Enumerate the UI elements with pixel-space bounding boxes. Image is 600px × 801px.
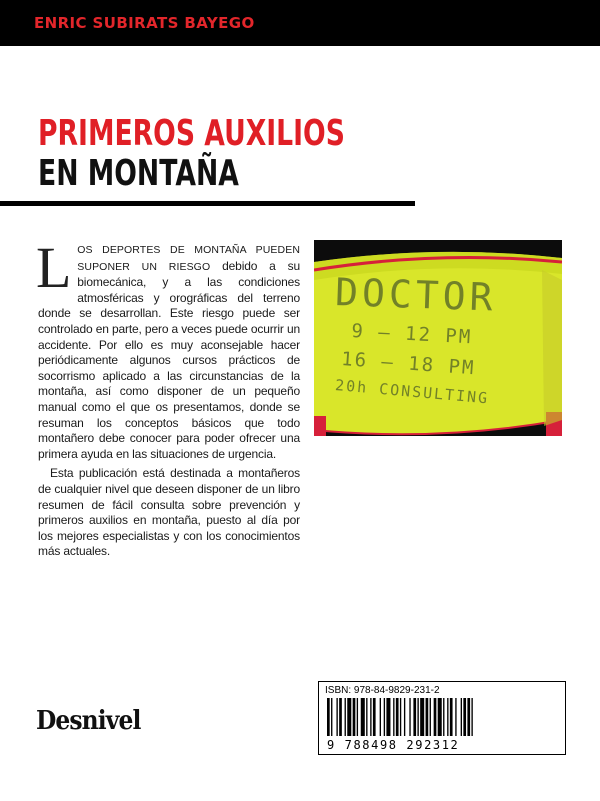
title-divider (0, 201, 415, 206)
sign-title: DOCTOR (334, 270, 498, 320)
back-cover-description (36, 235, 301, 560)
sign-hours-3: 20h CONSULTING (334, 376, 490, 408)
description-paragraph-2: Esta publicación está destinada a montañeros de cualquier nivel que deseen disponer de un libro resumen de fácil consulta sobre prevención y primeros auxilios en montaña, puesto al día por los mejores especialistas y con los conocimientos más actuales. (38, 466, 300, 559)
barcode-digits: 9 788498 292312 (327, 738, 460, 752)
author-banner (0, 0, 600, 46)
description-lead-smallcaps: OS DEPORTES DE MONTAÑA PUEDEN SUPONER UN RIESGO (77, 244, 300, 273)
publisher-logo: Desnivel (36, 706, 141, 736)
book-title-line-2: EN MONTAÑA (38, 153, 239, 194)
sign-hours-1: 9 – 12 PM (350, 320, 473, 349)
barcode-bars (323, 698, 561, 738)
sign-hours-2: 16 – 18 PM (340, 348, 477, 380)
tent-sign-photo (314, 240, 562, 436)
isbn-barcode (318, 681, 566, 755)
description-paragraph-1-text: debido a su biomecánica, y a las condiciones atmosféricas y orográficas del terreno donde se desarrollan. Este riesgo puede ser controlado en parte, pero a veces puede ocurrir un accidente. Por ello es muy aconsejable hacer periódicamente algunos cursos prácticos de socorrismo aplicado a las circunstancias de la montaña, así como disponer de un pequeño manual como el que os presentamos, donde se resuman los conceptos básicos que todo montañero debe conocer para poder ofrecer una primera ayuda en las situaciones de urgencia. (38, 258, 301, 461)
book-title-line-1: PRIMEROS AUXILIOS (38, 113, 345, 154)
isbn-label: ISBN: 978-84-9829-231-2 (325, 685, 440, 696)
author-name: ENRIC SUBIRATS BAYEGO (34, 14, 255, 32)
drop-cap: L (36, 235, 72, 300)
description-paragraph-1 (36, 235, 301, 462)
